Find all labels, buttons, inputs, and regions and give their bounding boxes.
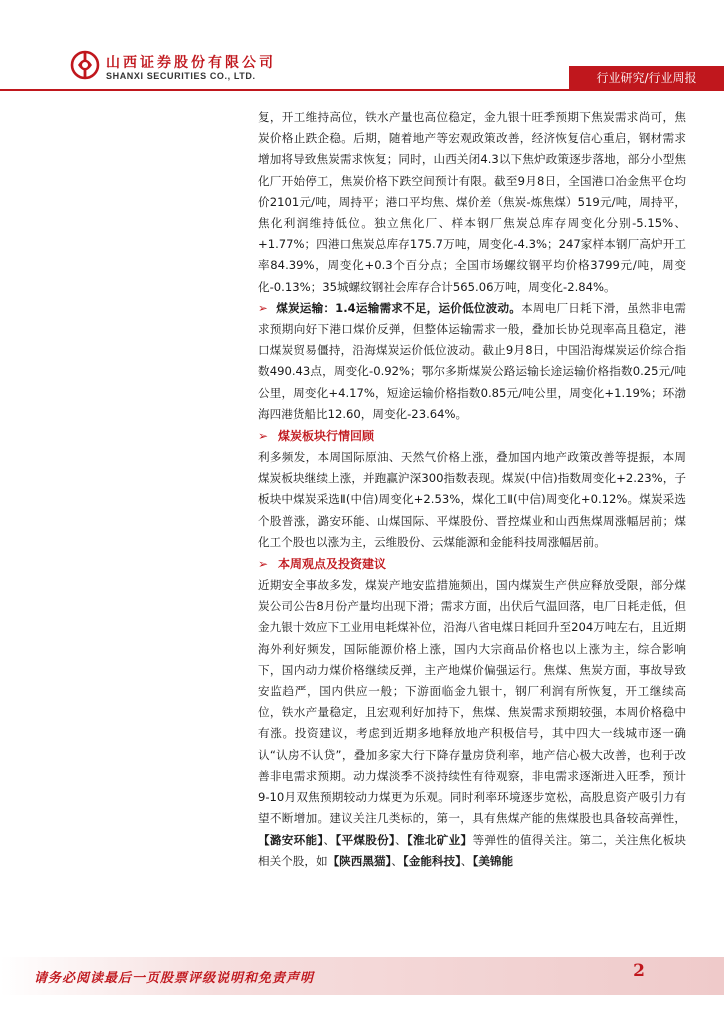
separator: 、 (391, 853, 403, 868)
company-name-en: SHANXI SECURITIES CO., LTD. (106, 71, 256, 81)
section-heading-market-review (258, 425, 686, 447)
transport-bullet (258, 298, 686, 425)
outlook-text: 近期安全事故多发，煤炭产地安监措施频出，国内煤炭生产供应释放受限，部分煤炭公司公告8月份产量均出现下滑；需求方面，出伏后气温回落，电厂日耗走低，但金九银十效应下工业用电耗煤补位，沿海八省电煤日耗回升至204万吨左右，且近期海外利好频发，国际能源价格上涨，国内大宗商品价格也以上涨为主，综合影响下，国内动力煤价格继续反弹，主产地煤价偏强运行。焦煤、焦炭方面，事故导致安监趋严，国内供应一般；下游面临金九银十，钢厂利润有所恢复，开工继续高位，铁水产量稳定，且宏观利好加持下，焦煤、焦炭需求预期较强，本周价格稳中有涨。投资建议，考虑到近期多地释放地产积极信号，其中四大一线城市逐一确认“认房不认贷”，叠加多家大行下降存量房贷利率，地产信心极大改善，也利于改善非电需求预期。动力煤淡季不淡持续性有待观察，非电需求逐渐进入旺季，预计9-10月双焦预期较动力煤更为乐观。同时利率环境逐步宽松，高股息资产吸引力有望不断增加。建议关注几类标的，第一，具有焦煤产能的焦煤股也具备较高弹性， (258, 578, 686, 826)
separator: 、 (460, 853, 473, 868)
coke-paragraph: 复，开工维持高位，铁水产量也高位稳定，金九银十旺季预期下焦炭需求尚可，焦炭价格止跌企稳。后期，随着地产等宏观政策改善，经济恢复信心重启，钢材需求增加将导致焦炭需求恢复；同时，山西关闭4.3以下焦炉政策逐步落地，部分小型焦化厂开始停工，焦炭价格下跌空间预计有限。截至9月8日，全国港口冶金焦平仓均价2101元/吨，周持平；港口平均焦、煤价差（焦炭-炼焦煤）519元/吨，周持平，焦化利润维持低位。独立焦化厂、样本钢厂焦炭总库存周变化分别-5.15%、+1.77%；四港口焦炭总库存175.7万吨，周变化-4.3%；247家样本钢厂高炉开工率84.39%，周变化+0.3个百分点；全国市场螺纹钢平均价格3799元/吨，周变化-0.13%；35城螺纹钢社会库存合计565.06万吨，周变化-2.84%。 (258, 110, 686, 294)
page-number: 2 (633, 961, 645, 981)
footer-disclaimer: 请务必阅读最后一页股票评级说明和免责声明 (34, 971, 315, 986)
stock-tag: 【美锦能 (472, 853, 514, 868)
arrow-bullet-icon: ➢ (258, 300, 268, 315)
company-name-cn: 山西证券股份有限公司 (106, 55, 276, 71)
company-logo (70, 48, 100, 82)
report-category: 行业研究/行业周报 (569, 66, 724, 91)
stock-tag: 【淮北矿业】 (406, 832, 473, 847)
report-body (258, 107, 686, 872)
section-title-outlook: 本周观点及投资建议 (278, 557, 387, 572)
outlook-text-continued: 等弹性的值得关注。第二，关注焦化板块相关个股，如 (258, 832, 686, 868)
stock-tag: 【陕西黑猫】 (327, 853, 392, 868)
section-heading-outlook (258, 553, 686, 575)
transport-title: 煤炭运输：1.4运输需求不足，运价低位波动。 (276, 300, 522, 315)
transport-body: 本周电厂日耗下滑，虽然非电需求预期向好下港口煤价反弹，但整体运输需求一般，叠加长协兑现率高且稳定，港口煤炭贸易僵持，沿海煤炭运价低位波动。截止9月8日，中国沿海煤炭运价综合指数490.43点，周变化-0.92%；鄂尔多斯煤炭公路运输长途运输价格指数0.25元/吨公里，周变化+4.17%，短途运输价格指数0.85元/吨公里，周变化+1.19%；环渤海四港货船比12.60，周变化-23.64%。 (258, 300, 686, 421)
stock-tag: 【平煤股份】 (335, 832, 396, 847)
separator: 、 (395, 832, 407, 847)
stock-tag: 【金能科技】 (402, 853, 461, 868)
arrow-bullet-icon: ➢ (258, 557, 269, 572)
stock-tag: 【潞安环能】 (258, 832, 324, 847)
section-title-market-review: 煤炭板块行情回顾 (278, 429, 375, 444)
separator: 、 (323, 832, 336, 847)
market-review-paragraph: 利多频发，本周国际原油、天然气价格上涨，叠加国内地产政策改善等提振，本周煤炭板块继续上涨，并跑赢沪深300指数表现。煤炭(中信)指数周变化+2.23%，子板块中煤炭采选Ⅱ(中信)周变化+2.53%，煤化工Ⅱ(中信)周变化+0.12%。煤炭采选个股普涨，潞安环能、山煤国际、平煤股份、晋控煤业和山西焦煤周涨幅居前；煤化工个股也以涨为主，云维股份、云煤能源和金能科技周涨幅居前。 (258, 450, 686, 549)
arrow-bullet-icon: ➢ (258, 429, 269, 444)
page-header (0, 0, 724, 122)
outlook-paragraph (258, 575, 686, 872)
